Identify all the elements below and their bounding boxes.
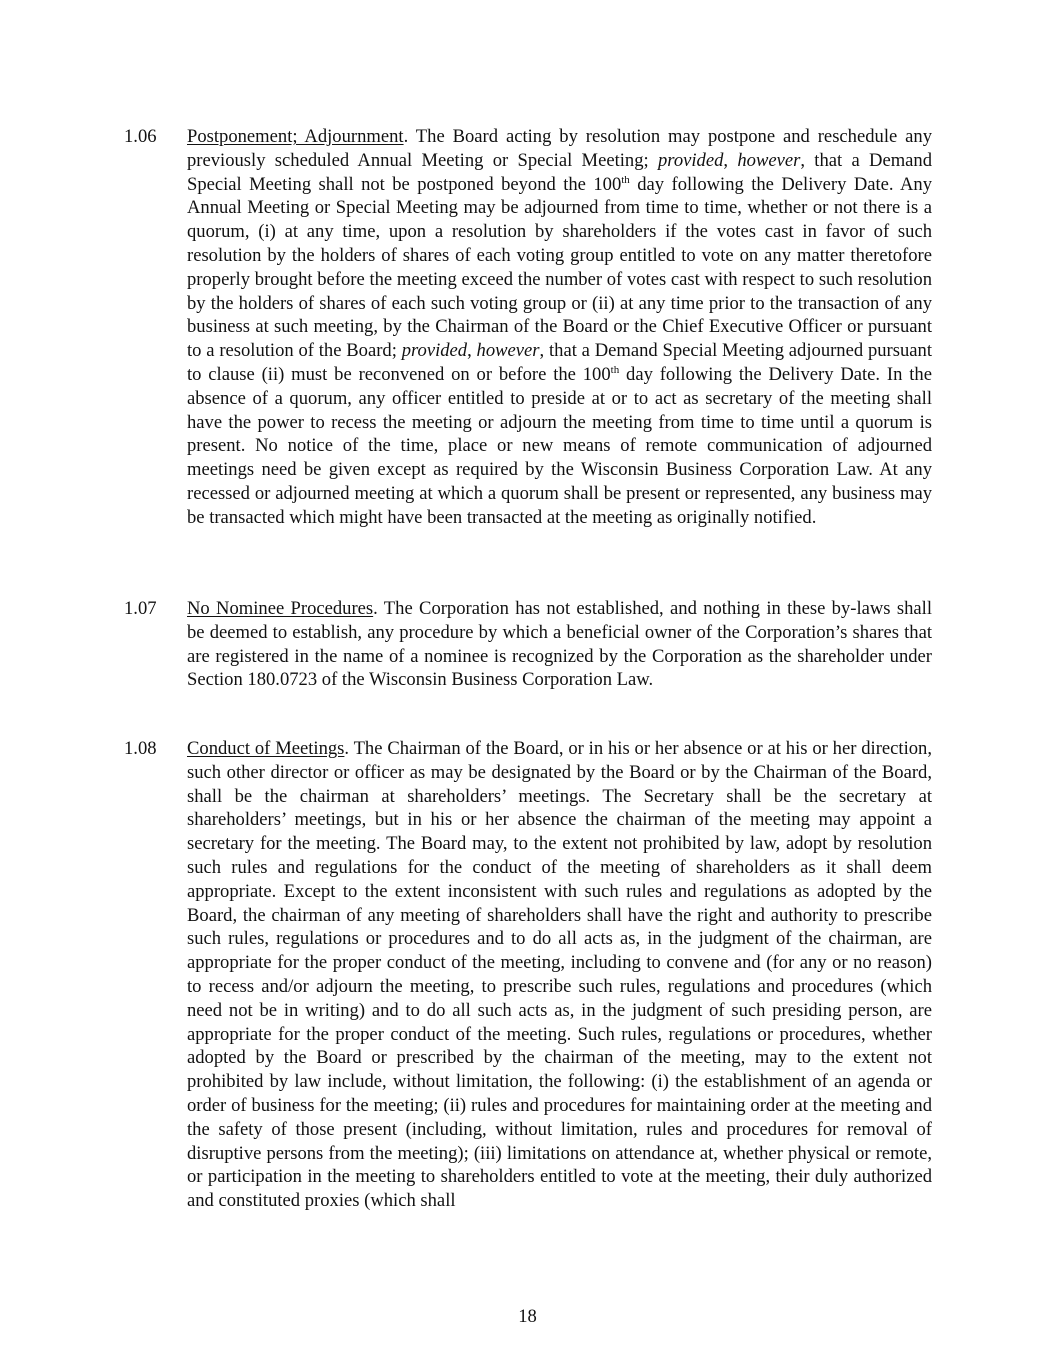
italic-term: however — [476, 340, 540, 362]
body-text-part: day following the Delivery Date. In the absence of a quorum, any officer entitled to preside at or to act as secretary of the meeting shall have the power to recess the meeting or adjourn the meeting from time to time until a quorum is present. No notice of the time, place or new means of remote communication of adjourned meetings need be given except as required by the Wisconsin Business Corporation Law. At any recessed or adjourned meeting at which a quorum shall be present or represented, any business may be transacted which might have been transacted at the meeting as originally notified. — [187, 363, 932, 528]
section-body — [187, 737, 932, 1213]
body-text-part: The Corporation has not established, and nothing in these by-laws shall be deemed to establish, any procedure by which a beneficial owner of the Corporation’s shares that are registered in the name of a nominee is recognized by the Corporation as the shareholder under Section 180.0723 of the Wisconsin Business Corporation Law. — [187, 598, 932, 691]
heading-period: . — [403, 126, 409, 147]
section-1-07 — [124, 597, 932, 692]
section-number: 1.07 — [124, 598, 157, 619]
body-text-part: The Board acting by resolution may postpone and reschedule any previously scheduled Annual Meeting or Special Meeting; — [187, 126, 932, 171]
section-number: 1.08 — [124, 738, 157, 759]
page-number: 18 — [518, 1306, 537, 1327]
body-text-part: , — [467, 340, 477, 362]
italic-term: provided — [401, 340, 468, 362]
section-1-08 — [124, 737, 932, 1213]
body-text-part: , that a Demand Special Meeting shall not be postponed beyond the 100 — [187, 149, 933, 195]
italic-term: provided — [657, 149, 724, 171]
italic-term: however — [737, 149, 801, 171]
section-body — [187, 597, 932, 692]
section-heading: Postponement; Adjournment — [187, 126, 404, 147]
section-number: 1.06 — [124, 126, 157, 147]
heading-period: . — [344, 738, 350, 759]
body-text-part: , — [723, 149, 738, 171]
section-heading: Conduct of Meetings — [187, 738, 345, 759]
section-body — [187, 125, 932, 530]
section-heading: No Nominee Procedures — [187, 598, 374, 619]
body-text-part: day following the Delivery Date. Any Annual Meeting or Special Meeting may be adjourned from time to time, whether or not there is a quorum, (i) at any time, upon a resolution by shareholders if the votes cast in favor of such resolution by the holders of shares of each voting group entitled to vote on any matter theretofore properly brought before the meeting exceed the number of votes cast with respect to such resolution by the holders of shares of each such voting group or (ii) at any time prior to the transaction of any business at such meeting, by the Chairman of the Board or the Chief Executive Officer or pursuant to a resolution of the Board; — [187, 173, 932, 362]
section-1-06 — [124, 125, 932, 530]
ordinal-superscript: th — [610, 363, 620, 376]
ordinal-superscript: th — [621, 173, 630, 186]
body-text-part: The Chairman of the Board, or in his or her absence or at his or her direction, such other director or officer as may be designated by the Board or by the Chairman of the Board, shall be the chairman at shareholders’ meetings. The Secretary shall be the secretary at shareholders’ meetings, but in his or her absence the chairman of the meeting may appoint a secretary for the meeting. The Board may, to the extent not prohibited by law, adopt by resolution such rules and regulations for the conduct of the meeting of shareholders as it shall deem appropriate. Except to the extent inconsistent with such rules and regulations as adopted by the Board, the chairman of any meeting of shareholders shall have the right and authority to prescribe such rules, regulations or procedures and to do all acts as, in the judgment of the chairman, are appropriate for the proper conduct of the meeting, including to convene and (for any or no reason) to recess and/or adjourn the meeting, to prescribe such rules, regulations and procedures (which need not be in writing) and to do all such acts as, in the judgment of such presiding person, are appropriate for the proper conduct of the meeting. Such rules, regulations or procedures, whether adopted by the Board or prescribed by the chairman of the meeting, may to the extent not prohibited by law include, without limitation, the following: (i) the establishment of an agenda or order of business for the meeting; (ii) rules and procedures for maintaining order at the meeting and the safety of those present (including, without limitation, rules and procedures for removal of disruptive persons from the meeting); (iii) limitations on attendance at, whether physical or remote, or participation in the meeting to shareholders entitled to vote at the meeting, their duly authorized and constituted proxies (which shall — [187, 738, 932, 1212]
heading-period: . — [373, 598, 378, 619]
body-text-part: , that a Demand Special Meeting adjourned pursuant to clause (ii) must be reconvened on or before the 100 — [187, 340, 932, 385]
